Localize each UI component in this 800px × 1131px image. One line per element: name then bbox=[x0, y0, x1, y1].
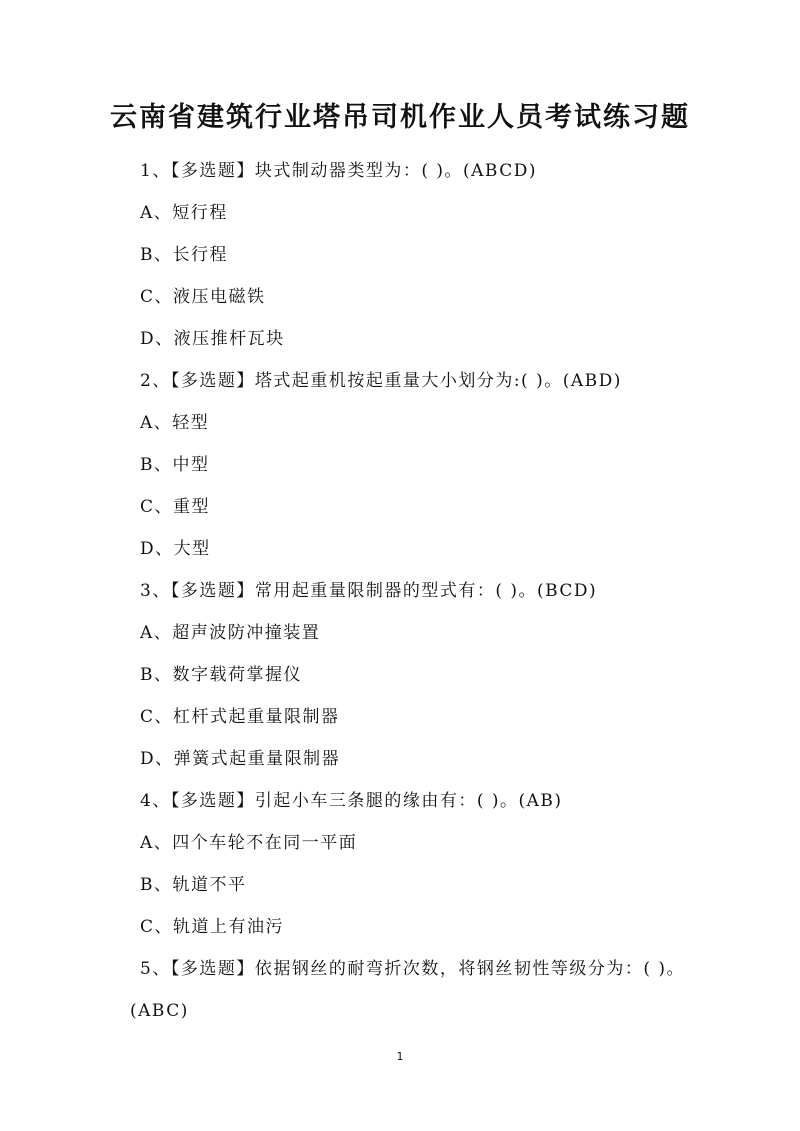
document-title: 云南省建筑行业塔吊司机作业人员考试练习题 bbox=[110, 102, 690, 133]
q4-option-b: B、轨道不平 bbox=[140, 875, 247, 895]
q3-option-b: B、数字载荷掌握仪 bbox=[140, 665, 302, 685]
q1-option-d: D、液压推杆瓦块 bbox=[140, 329, 285, 349]
q2-option-c: C、重型 bbox=[140, 497, 211, 517]
q3-option-c: C、杠杆式起重量限制器 bbox=[140, 707, 340, 727]
q1-option-b: B、长行程 bbox=[140, 245, 228, 265]
q1-option-c: C、液压电磁铁 bbox=[140, 287, 266, 307]
question-3: 3、【多选题】常用起重量限制器的型式有：( )。(BCD) bbox=[140, 581, 598, 601]
q4-option-c: C、轨道上有油污 bbox=[140, 917, 285, 937]
q4-option-a: A、四个车轮不在同一平面 bbox=[140, 833, 358, 853]
q3-option-a: A、超声波防冲撞装置 bbox=[140, 623, 321, 643]
q1-option-a: A、短行程 bbox=[140, 203, 228, 223]
question-5: 5、【多选题】依据钢丝的耐弯折次数，将钢丝韧性等级分为：( )。 bbox=[140, 959, 685, 979]
question-2: 2、【多选题】塔式起重机按起重量大小划分为:( )。(ABD) bbox=[140, 371, 622, 391]
page-number: 1 bbox=[396, 1050, 404, 1063]
question-list bbox=[130, 150, 730, 1032]
question-4: 4、【多选题】引起小车三条腿的缘由有：( )。(AB) bbox=[140, 791, 563, 811]
q2-option-d: D、大型 bbox=[140, 539, 211, 559]
question-1: 1、【多选题】块式制动器类型为：( )。(ABCD) bbox=[140, 161, 537, 181]
q2-option-a: A、轻型 bbox=[140, 413, 210, 433]
question-5-answer-continuation: (ABC) bbox=[130, 1001, 189, 1021]
q3-option-d: D、弹簧式起重量限制器 bbox=[140, 749, 341, 769]
q2-option-b: B、中型 bbox=[140, 455, 210, 475]
